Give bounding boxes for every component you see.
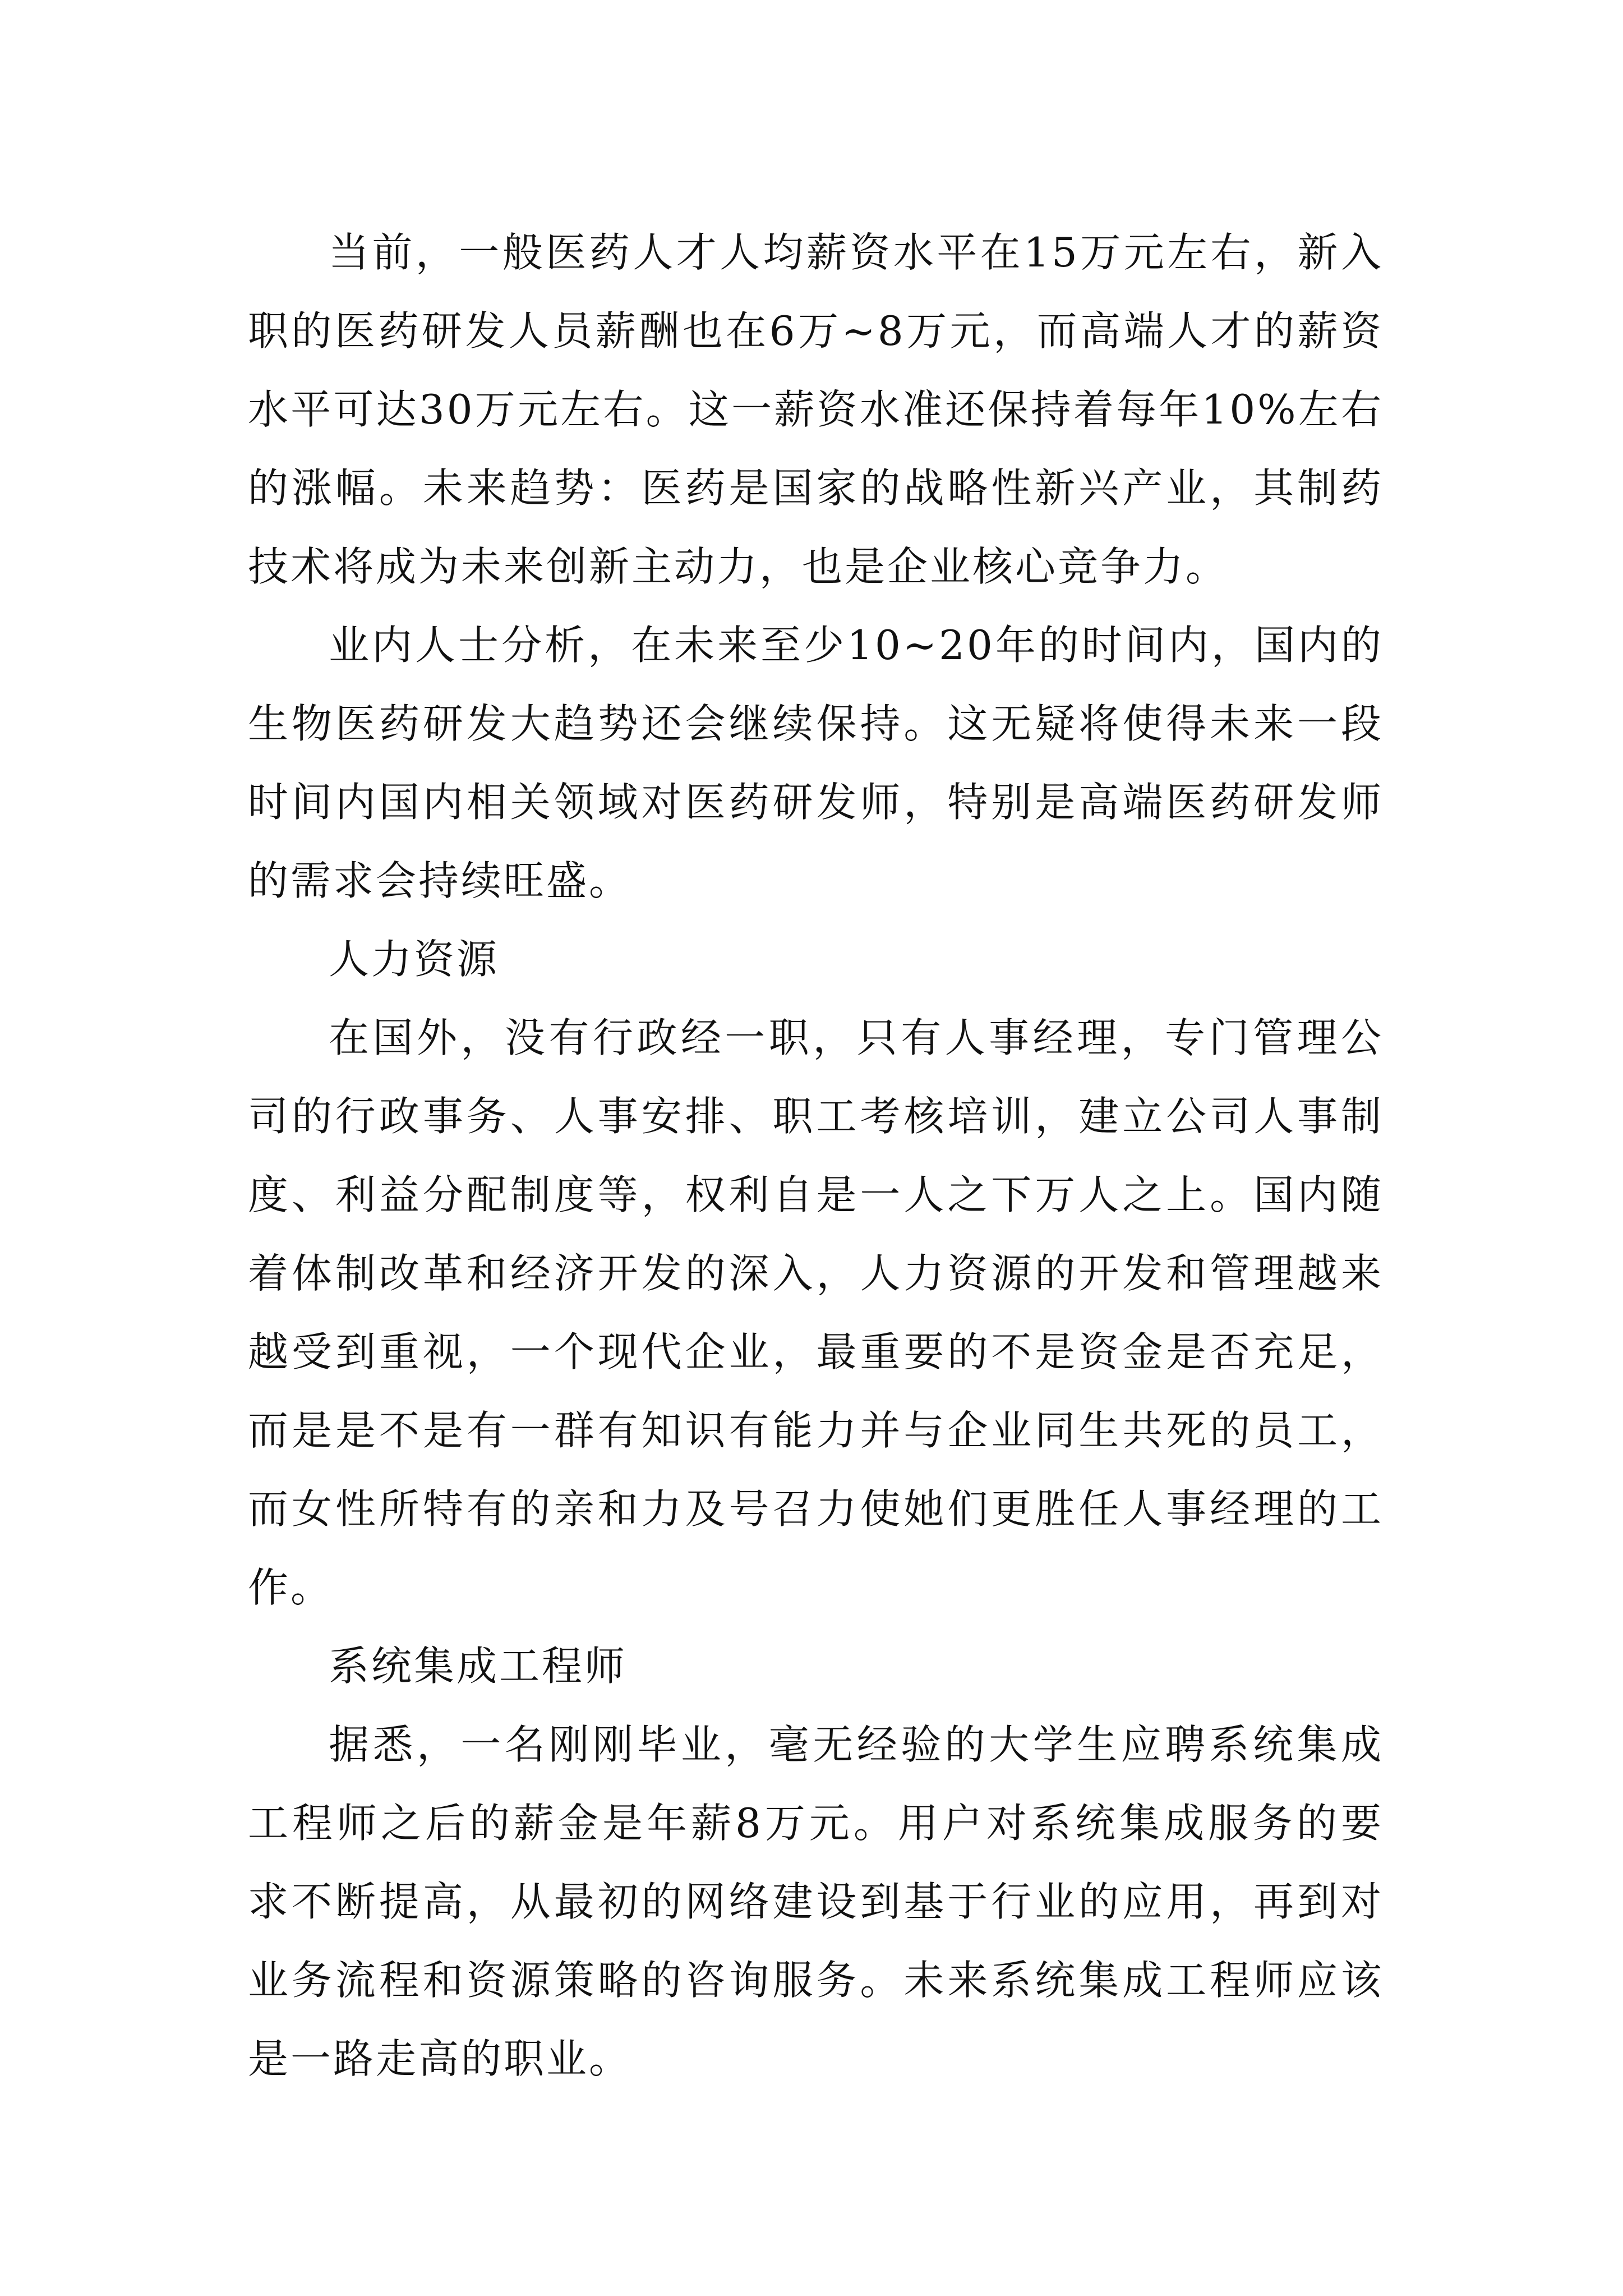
document-body: [248, 213, 1384, 2098]
section-heading-system-integration: 系统集成工程师: [329, 1642, 628, 1690]
paragraph-system-integration: 据悉，一名刚刚毕业，毫无经验的大学生应聘系统集成工程师之后的薪金是年薪8万元。用户对系统集成服务的要求不断提高，从最初的网络建设到基于行业的应用，再到对业务流程和资源策略的咨询服务。未来系统集成工程师应该是一路走高的职业。: [248, 1721, 1384, 2082]
section-heading-hr: 人力资源: [329, 936, 500, 983]
paragraph-pharma-salary: 当前，一般医药人才人均薪资水平在15万元左右，新入职的医药研发人员薪酬也在6万~8万元，而高端人才的薪资水平可达30万元左右。这一薪资水准还保持着每年10%左右的涨幅。未来趋势：医药是国家的战略性新兴产业，其制药技术将成为未来创新主动力，也是企业核心竞争力。: [248, 229, 1384, 590]
paragraph-hr: 在国外，没有行政经一职，只有人事经理，专门管理公司的行政事务、人事安排、职工考核培训，建立公司人事制度、利益分配制度等，权利自是一人之下万人之上。国内随着体制改革和经济开发的深入，人力资源的开发和管理越来越受到重视，一个现代企业，最重要的不是资金是否充足，而是是不是有一群有知识有能力并与企业同生共死的员工，而女性所特有的亲和力及号召力使她们更胜任人事经理的工作。: [248, 1014, 1384, 1611]
paragraph-pharma-outlook: 业内人士分析，在未来至少10~20年的时间内，国内的生物医药研发大趋势还会继续保持。这无疑将使得未来一段时间内国内相关领域对医药研发师，特别是高端医药研发师的需求会持续旺盛。: [248, 622, 1384, 904]
